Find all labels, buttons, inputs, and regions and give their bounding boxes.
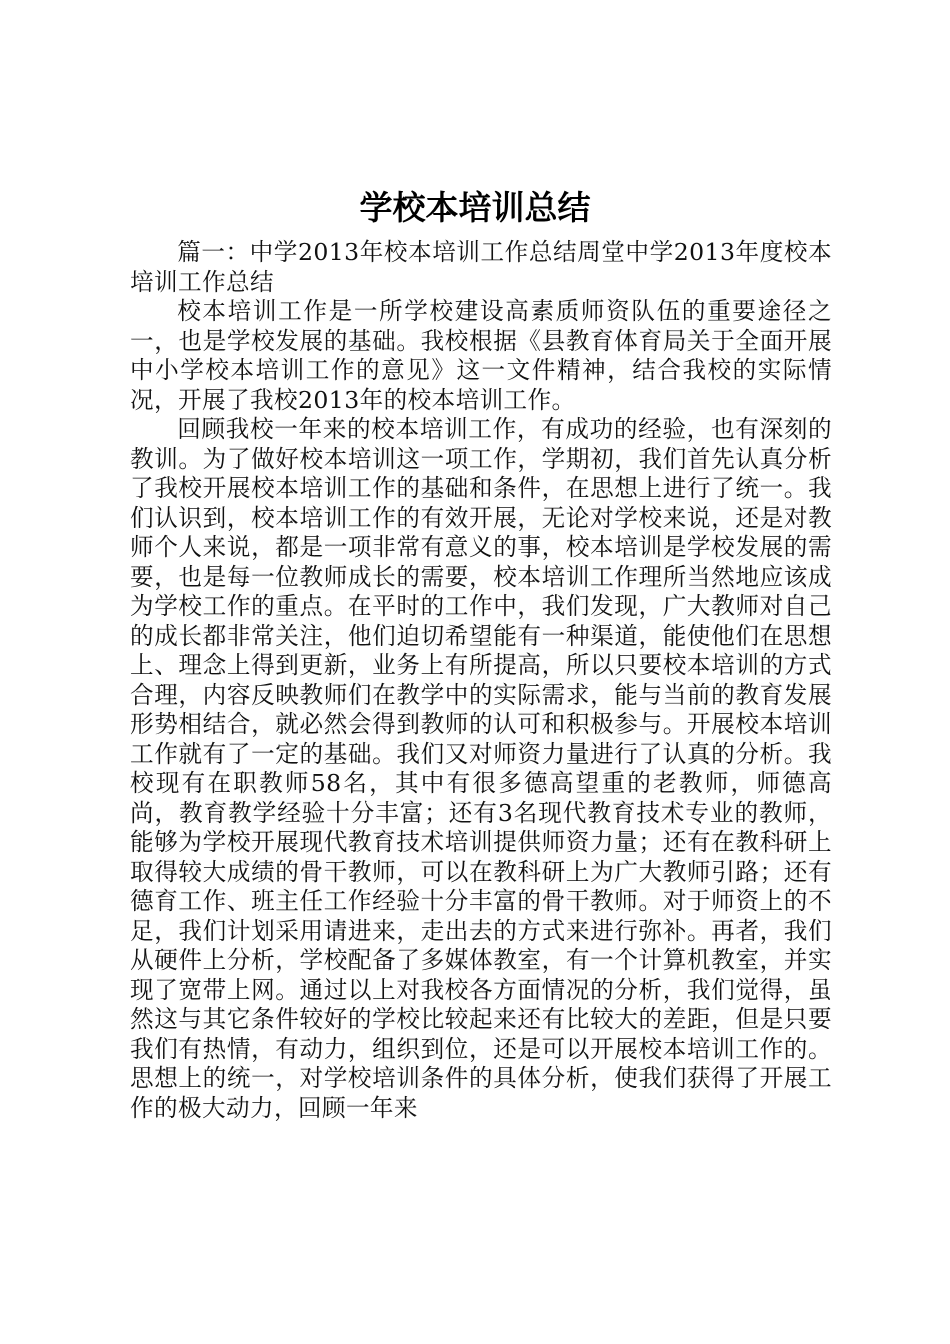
paragraph-intro: 篇一：中学2013年校本培训工作总结周堂中学2013年度校本培训工作总结: [130, 238, 832, 296]
document-title: 学校本培训总结: [359, 188, 591, 227]
paragraph-review: 回顾我校一年来的校本培训工作，有成功的经验，也有深刻的教训。为了做好校本培训这一项工作，学期初，我们首先认真分析了我校开展校本培训工作的基础和条件，在思想上进行了统一。我们认识到，校本培训工作的有效开展，无论对学校来说，还是对教师个人来说，都是一项非常有意义的事，校本培训是学校发展的需要，也是每一位教师成长的需要，校本培训工作理所当然地应该成为学校工作的重点。在平时的工作中，我们发现，广大教师对自己的成长都非常关注，他们迫切希望能有一种渠道，能使他们在思想上、理念上得到更新，业务上有所提高，所以只要校本培训的方式合理，内容反映教师们在教学中的实际需求，能与当前的教育发展形势相结合，就必然会得到教师的认可和积极参与。开展校本培训工作就有了一定的基础。我们又对师资力量进行了认真的分析。我校现有在职教师58名，其中有很多德高望重的老教师，师德高尚，教育教学经验十分丰富；还有3名现代教育技术专业的教师，能够为学校开展现代教育技术培训提供师资力量；还有在教科研上取得较大成绩的骨干教师，可以在教科研上为广大教师引路；还有德育工作、班主任工作经验十分丰富的骨干教师。对于师资上的不足，我们计划采用请进来，走出去的方式来进行弥补。再者，我们从硬件上分析，学校配备了多媒体教室，有一个计算机教室，并实现了宽带上网。通过以上对我校各方面情况的分析，我们觉得，虽然这与其它条件较好的学校比较起来还有比较大的差距，但是只要我们有热情，有动力，组织到位，还是可以开展校本培训工作的。思想上的统一，对学校培训条件的具体分析，使我们获得了开展工作的极大动力，回顾一年来: [130, 415, 832, 1122]
document-body: [130, 238, 832, 1123]
paragraph-background: 校本培训工作是一所学校建设高素质师资队伍的重要途径之一，也是学校发展的基础。我校根据《县教育体育局关于全面开展中小学校本培训工作的意见》这一文件精神，结合我校的实际情况，开展了我校2013年的校本培训工作。: [130, 297, 832, 414]
